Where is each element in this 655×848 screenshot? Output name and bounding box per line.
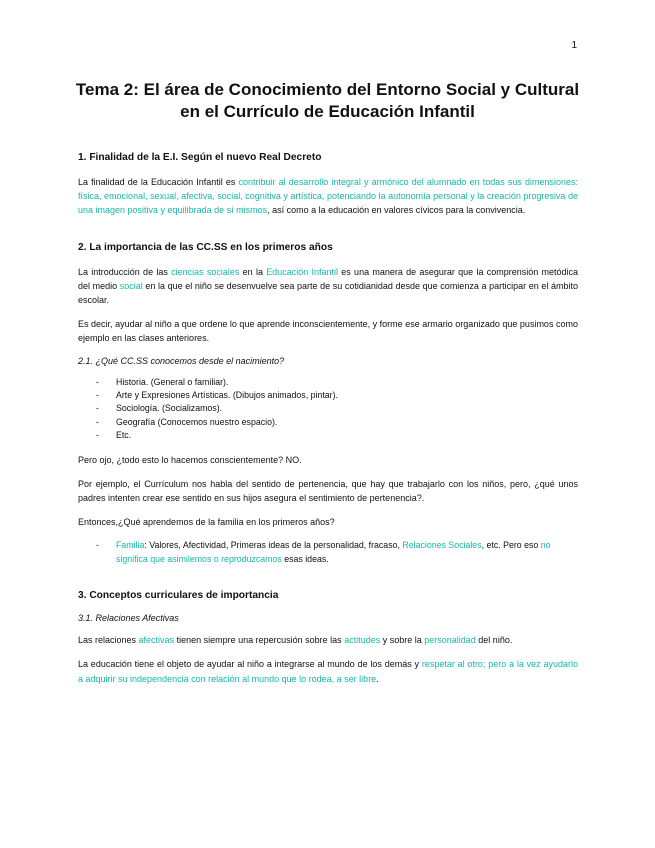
text: tienen siempre una repercusión sobre las: [174, 635, 345, 646]
text: .: [376, 673, 379, 684]
list-item: - Historia. (General o familiar).: [78, 376, 578, 389]
page-number: 1: [571, 40, 577, 51]
section-2-paragraph-3: Pero ojo, ¿todo esto lo hacemos conscientemente? NO.: [78, 454, 302, 465]
subsection-2-1-heading: 2.1. ¿Qué CC.SS conocemos desde el nacimiento?: [78, 355, 285, 366]
highlight: actitudes: [344, 635, 381, 646]
section-2-paragraph-5: Entonces,¿Qué aprendemos de la familia en los primeros años?: [78, 517, 335, 528]
highlight: afectivas: [138, 635, 175, 646]
highlight: contribuir al desarrollo integral y armónico del alumnado en todas sus dimensiones: física, emocional, sexual, afectiva, social, cognitiva y artística, potenciando la autonomía personal y la creación progresiva de una imagen positiva y equilibrada de sí mismos: [78, 177, 578, 216]
title-line-1: Tema 2: El área de Conocimiento del Entorno Social y Cultural: [75, 80, 580, 99]
text: La educación tiene el objeto de ayudar al niño a integrarse al mundo de los demás y: [78, 659, 422, 670]
text: esas ideas.: [281, 553, 329, 564]
list-item: - Geografía (Conocemos nuestro espacio).: [78, 416, 578, 429]
section-3-heading: 3. Conceptos curriculares de importancia: [78, 590, 279, 602]
text: en la que el niño se desenvuelve sea parte de su cotidianidad desde que comienza a participar en el ámbito escolar.: [78, 280, 578, 306]
section-3-paragraph-1: [78, 633, 578, 647]
page-title: [40, 79, 615, 123]
text: es una manera de asegurar que la comprensión metódica del medio: [78, 266, 579, 291]
section-3-paragraph-2: [78, 657, 578, 685]
highlight: social: [119, 280, 143, 291]
text: , etc. Pero eso: [481, 540, 541, 551]
section-1-paragraph: [78, 175, 578, 218]
highlight: Familia: [116, 540, 145, 551]
text: La finalidad de la Educación Infantil es: [78, 177, 239, 187]
section-2-paragraph-2: Es decir, ayudar al niño a que ordene lo que aprende inconscientemente, y forme ese armario organizado que pusimos como ejemplo en las clases anteriores.: [78, 319, 578, 344]
section-2-paragraph-4: Por ejemplo, el Currículum nos habla del sentido de pertenencia, que hay que trabajarlo con los niños, pero, ¿qué unos padres intenten crear ese sentido en sus hijos asegura el sentimiento de pertenencia?.: [78, 478, 578, 504]
list-item: - Etc.: [78, 429, 578, 442]
text: La introducción de las: [78, 266, 172, 277]
text: , así como a la educación en valores cívicos para la convivencia.: [267, 205, 526, 216]
text: : Valores, Afectividad, Primeras ideas de la personalidad, fracaso,: [144, 540, 403, 551]
section-2-heading: 2. La importancia de las CC.SS en los primeros años: [78, 241, 333, 253]
list-item: [78, 539, 578, 566]
highlight: Educación Infantil: [266, 266, 339, 277]
text: en la: [239, 266, 267, 277]
title-line-2: en el Currículo de Educación Infantil: [180, 102, 475, 121]
highlight: personalidad: [424, 635, 476, 646]
cc-ss-list: [78, 376, 578, 443]
highlight: Relaciones Sociales: [402, 540, 482, 551]
list-item: - Sociología. (Socializamos).: [78, 402, 578, 415]
text: del niño.: [475, 635, 513, 646]
text: Las relaciones: [78, 635, 139, 646]
text: y sobre la: [380, 635, 425, 646]
family-list: [78, 539, 578, 566]
document-body: [78, 152, 578, 696]
highlight: no significa que asimilemos o reproduzcamos: [116, 540, 551, 564]
section-1-heading: 1. Finalidad de la E.I. Según el nuevo Real Decreto: [78, 152, 322, 163]
section-2-paragraph-1: [78, 265, 578, 308]
highlight: respetar al otro; pero a la vez ayudarlo a adquirir su independencia con relación al mundo que lo rodea, a ser libre: [78, 659, 578, 684]
highlight: ciencias sociales: [171, 266, 240, 277]
list-item: - Arte y Expresiones Artísticas. (Dibujos animados, pintar).: [78, 389, 578, 402]
subsection-3-1-heading: 3.1. Relaciones Afectivas: [78, 613, 179, 624]
